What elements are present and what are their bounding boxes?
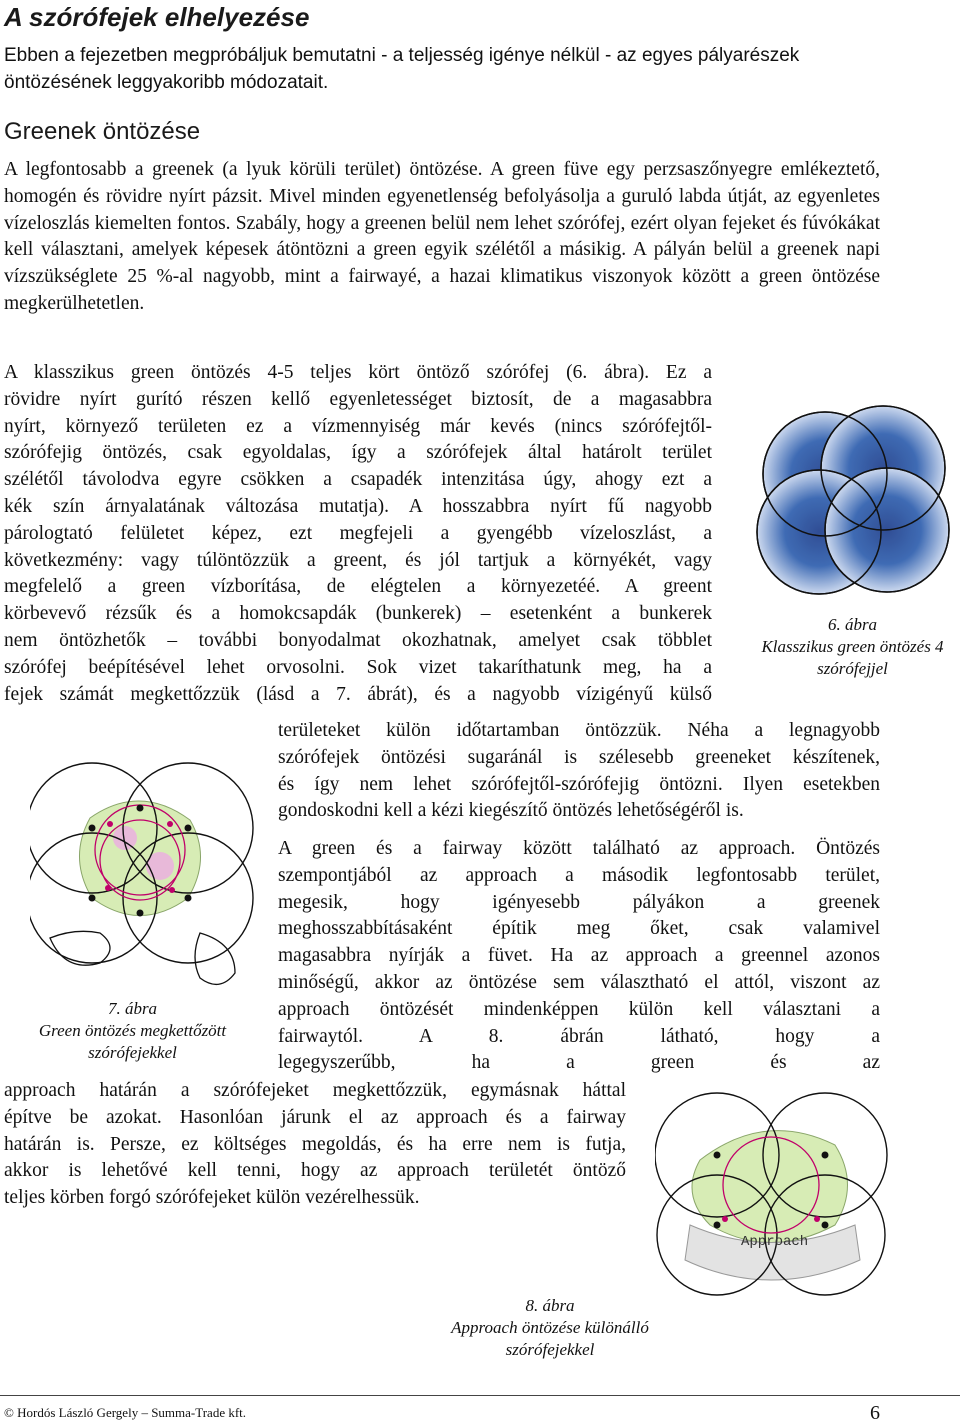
section-heading: Greenek öntözése	[4, 118, 201, 145]
figure-7-caption	[20, 998, 245, 1064]
text-line: szórófej beépítésével lehet orvosolni. Sok vizet takaríthatunk meg, ha a	[4, 656, 712, 678]
text-line: szórófejig öntözés, csak egyoldalas, így a szórófejek által határolt terület	[4, 442, 712, 464]
text-line: approach öntözését mindenképpen külön kell választani a	[278, 998, 880, 1020]
text-line: approach határán a szórófejeket megkettőzzük, egymásnak háttal	[4, 1080, 626, 1101]
text-line: minőségű, akkor az öntözése sem választható el attól, viszont az	[278, 971, 880, 993]
text-line: határán is. Persze, ez költséges megoldás, és ha erre nem is futja,	[4, 1133, 626, 1155]
figure-7-number: 7. ábra	[107, 999, 158, 1018]
page-title: A szórófejek elhelyezése	[4, 2, 310, 32]
figure-6-caption	[745, 614, 960, 680]
paragraph-2	[4, 360, 712, 708]
text-line: és így nem lehet szórófejtől-szórófejig öntözni. Ilyen esetekben	[278, 773, 880, 795]
paragraph-3	[278, 718, 880, 825]
figure-8-number: 8. ábra	[525, 1296, 575, 1315]
text-line: magasabbra nyírják a füvet. Ha az approach a greennel azonos	[278, 945, 880, 967]
paragraph-4	[278, 836, 880, 1077]
text-line: szórófejek öntözési sugaránál is szélesebb greeneket készítenek,	[278, 746, 880, 768]
figure-7-diagram	[30, 738, 255, 1000]
approach-label: Approach	[741, 1234, 809, 1250]
text-line: területeket külön időtartamban öntözzük. Néha a legnagyobb	[278, 720, 880, 741]
figure-7-caption-line2: szórófejekkel	[88, 1043, 177, 1062]
text-line: kék szín árnyalatának változása mutatja). A hosszabbra nyírt fű nagyobb	[4, 495, 712, 517]
page-number: 6	[870, 1402, 880, 1424]
text-line: teljes körben forgó szórófejeket külön vezérelhessük.	[4, 1187, 420, 1209]
text-line: A klasszikus green öntözés 4-5 teljes kört öntöző szórófej (6. ábra). Ez a	[4, 362, 712, 383]
figure-6-diagram	[755, 392, 955, 614]
footer-rule	[0, 1395, 960, 1396]
text-line: nem öntözhetők – további bonyodalmat okozhatnak, amelyet csak többlet	[4, 629, 712, 651]
text-line: építve be azokat. Hasonlóan járunk el az approach és a fairway	[4, 1106, 626, 1128]
text-line: megesik, hogy igényesebb pályákon a greenek	[278, 891, 880, 913]
text-line: rövidre nyírt gurító részen kellő egyenletességet biztosít, de a magasabbra	[4, 388, 712, 410]
figure-6-caption-line1: Klasszikus green öntözés 4	[761, 637, 944, 656]
figure-8-caption-line2: szórófejekkel	[505, 1340, 595, 1359]
text-line: fejek számát megkettőzzük (lásd a 7. ábrát), és a nagyobb vízigényű külső	[4, 683, 712, 705]
figure-8-diagram	[655, 1075, 890, 1300]
text-line: körbevevő rézsűk és a homokcsapdák (bunkerek) – esetenként a bunkerek	[4, 603, 712, 625]
text-line: megfelelő a green vízborítása, de elégtelen a környezetéé. A greent	[4, 576, 712, 598]
text-line: gondoskodni kell a kézi kiegészítő öntözés lehetőségéről is.	[278, 800, 744, 822]
figure-8-caption-line1: Approach öntözése különálló	[451, 1318, 649, 1337]
text-line: meghosszabbításaként építik meg őket, csak valamivel	[278, 918, 880, 940]
text-line: nyírt, környező területen ez a vízmennyiség már kevés (nincs szórófejtől-	[4, 415, 712, 437]
paragraph-1: A legfontosabb a greenek (a lyuk körüli terület) öntözése. A green füve egy perzsaszőnyegre emlékeztető, homogén és rövidre nyírt pázsit. Mivel minden egyenetlenség befolyásolja a guruló labda útját, az egyenletes vízeloszlás kiemelten fontos. Szabály, hogy a greenen belül nem lehet szórófej, ezért olyan fejeket és fúvókákat kell választani, amelyek képesek átöntözni a green egyik szélétől a másikig. A pályán belül a greenek napi vízszükséglete 25 %-al nagyobb, mint a fairwayé, a hazai klimatikus viszonyok között a green öntözése megkerülhetetlen.	[4, 159, 880, 314]
figure-6-number: 6. ábra	[827, 615, 878, 634]
text-line: szélétől távolodva egyre csökken a csapadék intenzitása úgy, ahogy ezt a	[4, 469, 712, 491]
intro-text: Ebben a fejezetben megpróbáljuk bemutatni - a teljesség igénye nélkül - az egyes pályarészek öntözésének leggyakoribb módozatait.	[4, 45, 800, 93]
figure-8-caption	[420, 1295, 680, 1361]
paragraph-5	[4, 1078, 626, 1212]
footer-text: © Hordós László Gergely – Summa-Trade kft.	[4, 1405, 247, 1420]
figure-7-caption-line1: Green öntözés megkettőzött	[38, 1021, 227, 1040]
figure-6-caption-line2: szórófejjel	[817, 659, 888, 678]
text-line: A green és a fairway között található az approach. Öntözés	[278, 838, 880, 859]
text-line: párologtató felületet képez, ezt megfejeli a gyengébb vízeloszlást, a	[4, 522, 712, 544]
text-line: legegyszerűbb, ha a green és az	[278, 1052, 880, 1074]
text-line: szempontjából az approach a második legfontosabb terület,	[278, 864, 880, 886]
text-line: fairwaytól. A 8. ábrán látható, hogy a	[278, 1025, 880, 1047]
text-line: következmény: vagy túlöntözzük a greent, és jól tartjuk a környékét, vagy	[4, 549, 712, 571]
text-line: akkor is lehetővé kell tenni, hogy az approach területét öntöző	[4, 1160, 626, 1182]
